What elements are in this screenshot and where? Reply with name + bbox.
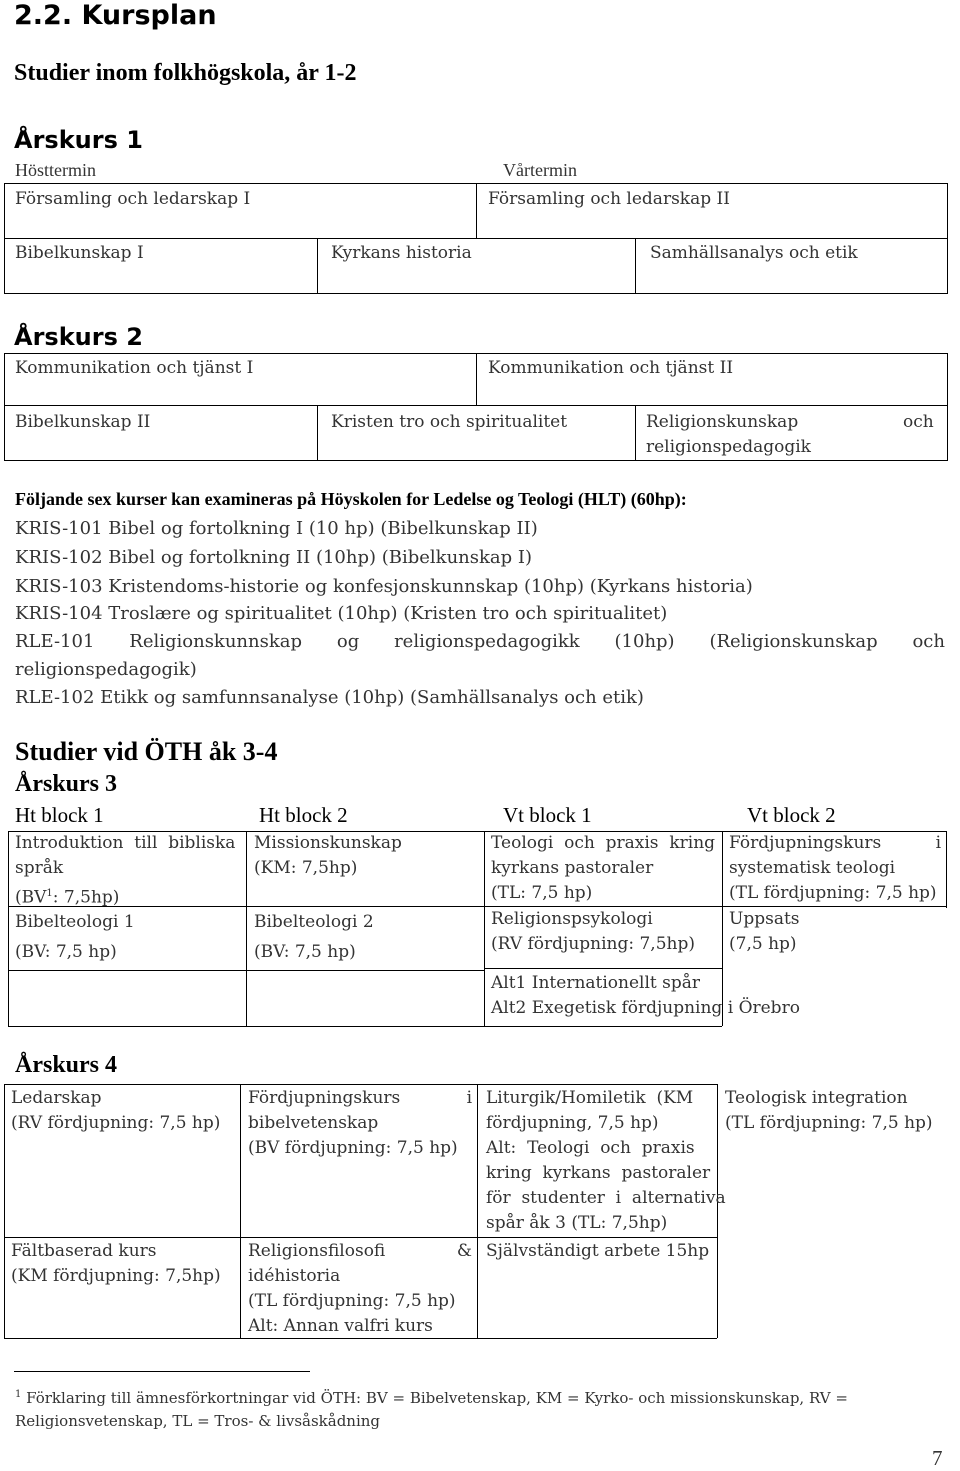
course-teologisk-integration: Teologisk integration (TL fördjupning: 7,5 hp)	[725, 1088, 933, 1133]
year2-course-bibelkunskap-2: Bibelkunskap II	[15, 412, 151, 432]
subtitle: Studier inom folkhögskola, år 1-2	[14, 60, 357, 86]
year2-heading: Årskurs 2	[14, 323, 143, 351]
year2-course-kommunikation-1: Kommunikation och tjänst I	[15, 358, 254, 378]
autumn-label: Hösttermin	[15, 160, 96, 180]
course-faltbaserad: Fältbaserad kurs (KM fördjupning: 7,5hp)	[11, 1241, 221, 1286]
block-label: Ht block 2	[259, 803, 348, 827]
block-label: Vt block 2	[747, 803, 836, 827]
course-religionsfilosofi: Religionsfilosofi & idéhistoria (TL fördjupning: 7,5 hp) Alt: Annan valfri kurs	[248, 1241, 472, 1336]
course-missionskunskap: Missionskunskap (KM: 7,5hp)	[254, 833, 402, 878]
hlt-line-rle101-cont: religionspedagogik)	[15, 659, 197, 680]
year2-course-religionspedagogik: religionspedagogik	[646, 437, 811, 457]
year1-course-kyrkans-historia: Kyrkans historia	[331, 243, 472, 263]
year1-course-bibelkunskap: Bibelkunskap I	[15, 243, 144, 263]
year1-heading: Årskurs 1	[14, 126, 143, 154]
section-title: 2.2. Kursplan	[14, 0, 217, 31]
footnote: $^1$ Förklaring till ämnesförkortningar vid ÖTH: BV = Bibelvetenskap, KM = Kyrko- och missionskunskap, RV = Religionsvetenskap, TL = Tros- & livsåskådning	[15, 1389, 848, 1430]
autumn-course: Församling och ledarskap I	[15, 189, 251, 209]
year2-course-och: och	[903, 412, 934, 432]
course-teologi-praxis: Teologi och praxis kring kyrkans pastoraler (TL: 7,5 hp)	[491, 833, 716, 903]
course-ledarskap: Ledarskap (RV fördjupning: 7,5 hp)	[11, 1088, 221, 1133]
oth-heading: Studier vid ÖTH åk 3-4	[15, 737, 278, 766]
year1-course-samhallsanalys: Samhällsanalys och etik	[650, 243, 858, 263]
spring-label: Vårtermin	[503, 160, 577, 180]
block-label: Vt block 1	[503, 803, 592, 827]
course-alternativ: Alt1 Internationellt spår Alt2 Exegetisk fördjupning i Örebro	[491, 973, 800, 1018]
year4-heading: Årskurs 4	[15, 1052, 118, 1078]
course-fordjupning-bibelvetenskap: Fördjupningskurs i bibelvetenskap (BV fördjupning: 7,5 hp)	[248, 1088, 472, 1158]
hlt-line-rle101: RLE-101 Religionskunnskap og religionspedagogikk (10hp) (Religionskunskap och	[15, 631, 945, 652]
course-bibelteologi-2: Bibelteologi 2 (BV: 7,5 hp)	[254, 912, 374, 962]
course-intro-bibliska: Introduktion till bibliska språk ($BV^1$: 7,5hp)	[15, 833, 236, 908]
footnote-divider	[14, 1371, 310, 1372]
course-religionspsykologi: Religionspsykologi (RV fördjupning: 7,5hp)	[491, 909, 695, 954]
spring-course: Församling och ledarskap II	[488, 189, 730, 209]
hlt-line: KRIS-101 Bibel og fortolkning I (10 hp) (Bibelkunskap II)	[15, 518, 538, 539]
year2-course-kristen-tro: Kristen tro och spiritualitet	[331, 412, 568, 432]
course-sjalvstandigt-arbete: Självständigt arbete 15hp	[486, 1241, 710, 1261]
block-label: Ht block 1	[15, 803, 104, 827]
hlt-line: KRIS-103 Kristendoms-historie og konfesjonskunnskap (10hp) (Kyrkans historia)	[15, 576, 753, 597]
course-fordjupning-systematisk: Fördjupningskurs i systematisk teologi (TL fördjupning: 7,5 hp)	[729, 833, 941, 903]
year2-course-religionskunskap: Religionskunskap	[646, 412, 799, 432]
course-uppsats: Uppsats (7,5 hp)	[729, 909, 800, 954]
hlt-line: KRIS-102 Bibel og fortolkning II (10hp) (Bibelkunskap I)	[15, 547, 533, 568]
hlt-line: KRIS-104 Troslære og spiritualitet (10hp) (Kristen tro och spiritualitet)	[15, 603, 668, 624]
page-number: 7	[932, 1446, 943, 1470]
course-liturgik: Liturgik/Homiletik (KM fördjupning, 7,5 hp) Alt: Teologi och praxis kring kyrkans pastoraler för studenter i alternativa spår åk 3 (TL: 7,5hp)	[486, 1088, 726, 1233]
course-bibelteologi-1: Bibelteologi 1 (BV: 7,5 hp)	[15, 912, 135, 962]
hlt-heading: Följande sex kurser kan examineras på Höyskolen for Ledelse og Teologi (HLT) (60hp):	[15, 489, 687, 509]
year2-course-kommunikation-2: Kommunikation och tjänst II	[488, 358, 734, 378]
hlt-line-rle102: RLE-102 Etikk og samfunnsanalyse (10hp) (Samhällsanalys och etik)	[15, 687, 644, 708]
year3-heading: Årskurs 3	[15, 771, 118, 797]
